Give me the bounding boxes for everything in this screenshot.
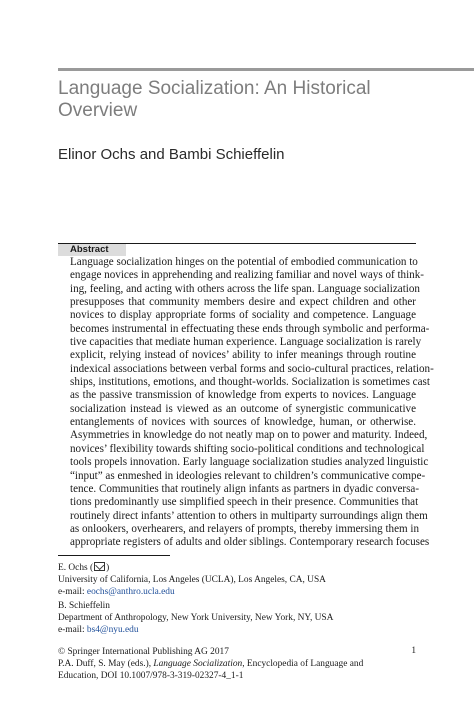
ochs-name-close: ) [106, 563, 110, 573]
publication-info [58, 646, 416, 683]
chapter-title-line-2: Overview [58, 100, 138, 121]
abstract-line: tive capacities that mediate human experience. Language socialization is rarely [70, 336, 422, 349]
abstract-line: novices’ flexibility towards shifting socio-political conditions and technological [70, 442, 425, 455]
abstract-line: tions predominantly use simplified speech in their presence. Communities that [70, 496, 419, 509]
abstract-line: as the passive transmission of knowledge from experts to novices. Language [70, 389, 416, 402]
envelope-icon [94, 562, 105, 571]
abstract-line: routinely direct infants’ attention to others in multiparty surroundings align them [70, 509, 428, 522]
ochs-name-row [58, 562, 438, 574]
copyright-line: © Springer International Publishing AG 2017 [58, 647, 229, 657]
abstract-line: novices to display appropriate forms of sociality and competence. Language [70, 309, 416, 322]
abstract-line: presupposes that community members desire and expect children and other [70, 296, 416, 309]
footnote-rule [58, 555, 170, 556]
abstract-label: Abstract [58, 244, 126, 256]
abstract-line: tools propels innovation. Early language socialization studies analyzed linguistic [70, 456, 429, 469]
abstract-line: tence. Communities that routinely align infants as partners in dyadic conversa- [70, 482, 420, 495]
ochs-email-row [58, 586, 438, 598]
schieffelin-email-label: e-mail: [58, 625, 87, 636]
schieffelin-email-link[interactable]: bs4@nyu.edu [86, 625, 139, 636]
abstract-line: becomes instrumental in effectuating these ends through symbolic and performa- [70, 322, 430, 335]
abstract-line: explicit, relying instead of novices’ ability to infer meanings through routine [70, 349, 416, 362]
abstract-line: Language socialization hinges on the potential of embodied communication to [70, 256, 418, 268]
footnote-schieffelin [58, 600, 438, 637]
abstract-line: socialization instead is viewed as an outcome of synergistic communicative [70, 402, 416, 415]
citation-suffix: , Encyclopedia of Language and [242, 659, 364, 670]
footnote-ochs [58, 562, 438, 599]
citation-line-1 [58, 658, 416, 670]
abstract-body [70, 256, 434, 550]
ochs-name: E. Ochs ( [58, 563, 94, 573]
header-rule [58, 68, 474, 71]
page-number: 1 [411, 646, 416, 656]
ochs-email-label: e-mail: [58, 587, 87, 598]
chapter-title [58, 78, 458, 122]
schieffelin-name: B. Schieffelin [58, 601, 110, 611]
citation-line-2: Education, DOI 10.1007/978-3-319-02327-4_1-1 [58, 671, 244, 682]
abstract-line: engage novices in apprehending and realizing familiar and novel ways of think- [70, 269, 424, 282]
schieffelin-affiliation: Department of Anthropology, New York University, New York, NY, USA [58, 613, 334, 624]
schieffelin-email-row [58, 624, 438, 636]
chapter-title-line-1: Language Socialization: An Historical [58, 78, 371, 99]
abstract-line: ing, feeling, and acting with others across the life span. Language socialization [70, 282, 420, 295]
abstract-line: ships, institutions, emotions, and thought-worlds. Socialization is sometimes cast [70, 376, 430, 389]
authors: Elinor Ochs and Bambi Schieffelin [58, 146, 285, 163]
abstract-line: indexical associations between verbal forms and socio-cultural practices, relation- [70, 362, 434, 375]
abstract-line: “input” as enmeshed in ideologies relevant to children’s communicative compe- [70, 469, 426, 482]
abstract-line: appropriate registers of adults and older siblings. Contemporary research focuses [70, 536, 430, 549]
citation-title: Language Socialization [153, 659, 243, 670]
citation-prefix: P.A. Duff, S. May (eds.), [58, 659, 154, 670]
abstract-line: Asymmetries in knowledge do not neatly map on to power and maturity. Indeed, [70, 429, 428, 442]
ochs-affiliation: University of California, Los Angeles (UCLA), Los Angeles, CA, USA [58, 575, 326, 586]
abstract-line: entanglements of novices with sources of knowledge, human, or otherwise. [70, 416, 416, 429]
abstract-line: as onlookers, overhearers, and relayers of prompts, thereby immersing them in [70, 522, 420, 535]
ochs-email-link[interactable]: eochs@anthro.ucla.edu [86, 587, 175, 598]
